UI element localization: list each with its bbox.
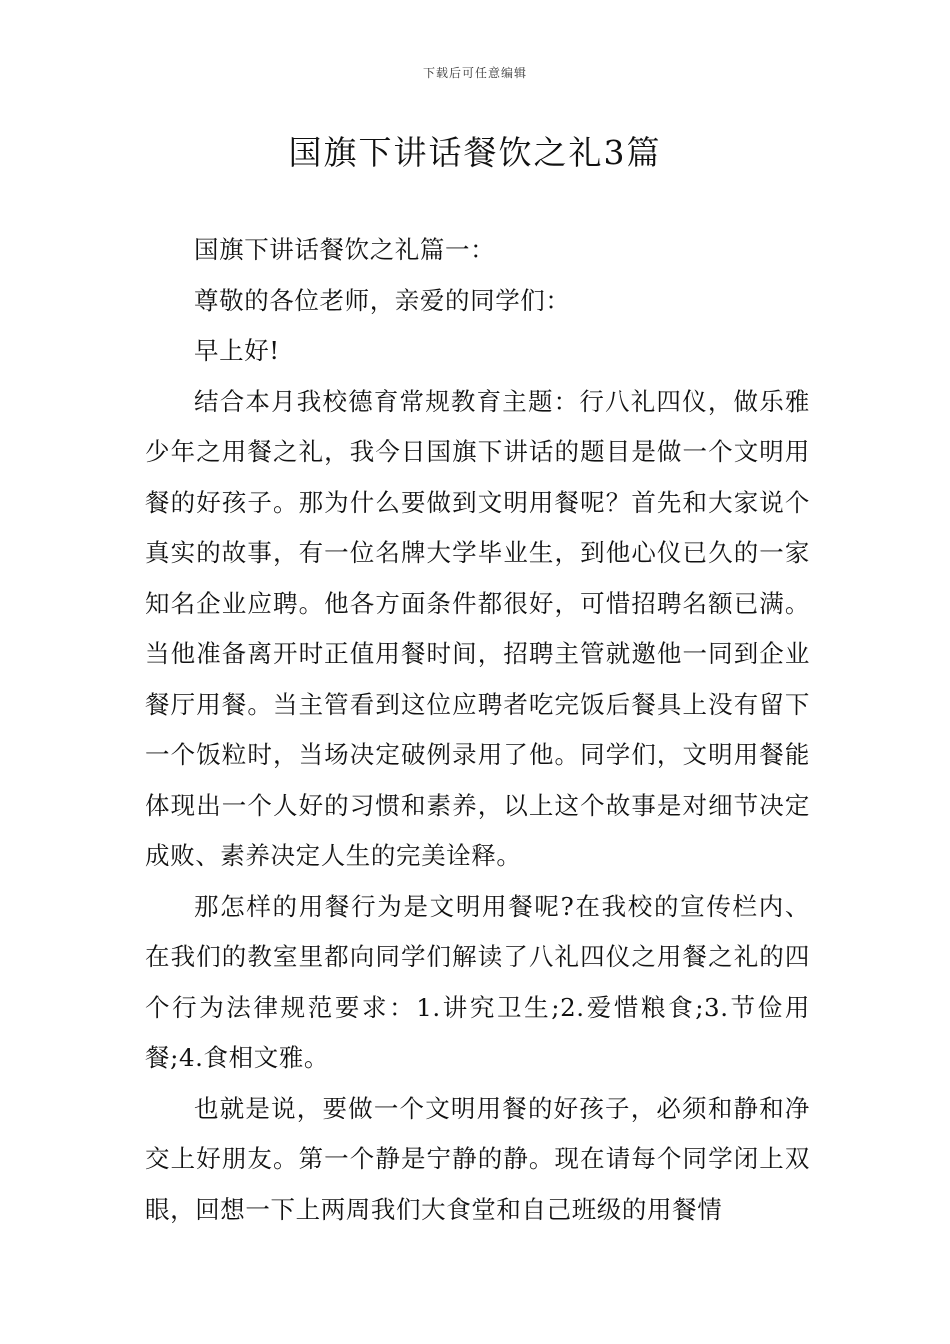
paragraph-quiet: 也就是说，要做一个文明用餐的好孩子，必须和静和净交上好朋友。第一个静是宁静的静。现在请每个同学闭上双眼，回想一下上两周我们大食堂和自己班级的用餐情	[145, 1093, 810, 1224]
header-note: 下载后可任意编辑	[422, 66, 527, 80]
paragraph-salutation: 尊敬的各位老师，亲爱的同学们：	[194, 285, 571, 315]
paragraph-rules: 那怎样的用餐行为是文明用餐呢?在我校的宣传栏内、在我们的教室里都向同学们解读了八礼四仪之用餐之礼的四个行为法律规范要求：1.讲究卫生;2.爱惜粮食;3.节俭用餐;4.食相文雅。	[145, 891, 810, 1072]
document-title: 国旗下讲话餐饮之礼3篇	[288, 133, 662, 172]
document-body	[145, 225, 810, 1235]
paragraph-greeting: 早上好!	[194, 336, 280, 365]
paragraph-story: 结合本月我校德育常规教育主题：行八礼四仪，做乐雅少年之用餐之礼，我今日国旗下讲话的题目是做一个文明用餐的好孩子。那为什么要做到文明用餐呢？首先和大家说个真实的故事，有一位名牌大学毕业生，到他心仪已久的一家知名企业应聘。他各方面条件都很好，可惜招聘名额已满。当他准备离开时正值用餐时间，招聘主管就邀他一同到企业餐厅用餐。当主管看到这位应聘者吃完饭后餐具上没有留下一个饭粒时，当场决定破例录用了他。同学们，文明用餐能体现出一个人好的习惯和素养，以上这个故事是对细节决定成败、素养决定人生的完美诠释。	[145, 386, 810, 870]
paragraph-section-heading: 国旗下讲话餐饮之礼篇一：	[194, 235, 496, 264]
